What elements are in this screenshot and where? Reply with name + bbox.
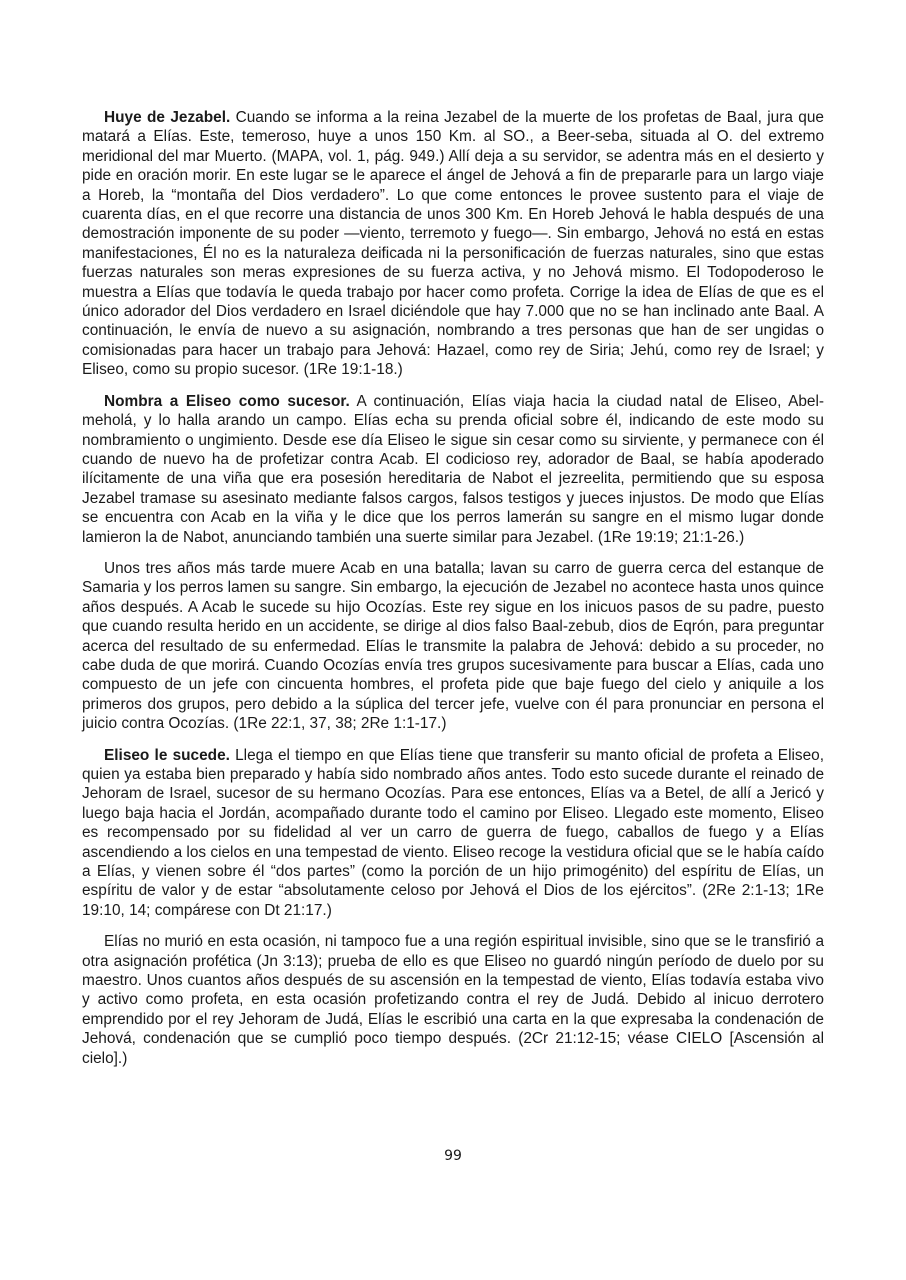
paragraph-text: Llega el tiempo en que Elías tiene que transferir su manto oficial de profeta a Eliseo, quien ya estaba bien preparado y había sido nombrado años antes. Todo esto sucede durante el reinado de Jehoram de Israel, sucesor de su hermano Ocozías. Para ese entonces, Elías va a Betel, de allí a Jericó y luego baja hacia el Jordán, acompañado durante todo el camino por Eliseo. Llegado este momento, Eliseo es recompensado por su fidelidad al ver un carro de guerra de fuego, caballos de fuego y a Elías ascendiendo a los cielos en una tempestad de viento. Eliseo recoge la vestidura oficial que se le había caído a Elías, y vienen sobre él “dos partes” (como la porción de un hijo primogénito) del espíritu de Elías, un espíritu de valor y de estar “absolutamente celoso por Jehová el Dios de los ejércitos”. (2Re 2:1-13; 1Re 19:10, 14; compárese con Dt 21:17.): [82, 746, 824, 919]
paragraph-elias-no-murio: [82, 932, 824, 1068]
paragraph-text: Unos tres años más tarde muere Acab en una batalla; lavan su carro de guerra cerca del estanque de Samaria y los perros lamen su sangre. Sin embargo, la ejecución de Jezabel no acontece hasta unos quince años después. A Acab le sucede su hijo Ocozías. Este rey sigue en los inicuos pasos de su padre, puesto que cuando resulta herido en un accidente, se dirige al dios falso Baal-zebub, dios de Eqrón, para preguntar acerca del resultado de su enfermedad. Elías le transmite la palabra de Jehová: debido a su proceder, no cabe duda de que morirá. Cuando Ocozías envía tres grupos sucesivamente para buscar a Elías, cada uno compuesto de un jefe con cincuenta hombres, el profeta pide que baje fuego del cielo y aniquile a los primeros dos grupos, pero debido a la súplica del tercer jefe, vuelve con él para pronunciar en persona el juicio contra Ocozías. (1Re 22:1, 37, 38; 2Re 1:1-17.): [82, 559, 824, 733]
page-body: [82, 108, 824, 1080]
paragraph-muerte-de-acab: [82, 559, 824, 734]
paragraph-nombra-a-eliseo: [82, 392, 824, 547]
paragraph-text: A continuación, Elías viaja hacia la ciudad natal de Eliseo, Abel-meholá, y lo halla arando un campo. Elías echa su prenda oficial sobre él, indicando de este modo su nombramiento o ungimiento. Desde ese día Eliseo le sigue sin cesar como su sirviente, y permanece con él cuando de nuevo ha de profetizar contra Acab. El codicioso rey, adorador de Baal, se había apoderado ilícitamente de una viña que era posesión hereditaria de Nabot el jezreelita, permitiendo que su esposa Jezabel tramase su asesinato mediante falsos cargos, falsos testigos y jueces injustos. De modo que Elías se encuentra con Acab en la viña y le dice que los perros lamerán su sangre en el mismo lugar donde lamieron la de Nabot, anunciando también una suerte similar para Jezabel. (1Re 19:19; 21:1-26.): [82, 392, 824, 546]
page-number: 99: [444, 1148, 462, 1164]
paragraph-eliseo-le-sucede: [82, 746, 824, 921]
paragraph-heading: Eliseo le sucede.: [104, 746, 230, 764]
paragraph-text: Elías no murió en esta ocasión, ni tampoco fue a una región espiritual invisible, sino que se le transfirió a otra asignación profética (Jn 3:13); prueba de ello es que Eliseo no guardó ningún período de duelo por su maestro. Unos cuantos años después de su ascensión en la tempestad de viento, Elías todavía estaba vivo y activo como profeta, en esta ocasión profetizando contra el rey de Judá. Debido al inicuo derrotero emprendido por el rey Jehoram de Judá, Elías le escribió una carta en la que expresaba la condenación de Jehová, condenación que se cumplió poco tiempo después. (2Cr 21:12-15; véase CIELO [Ascensión al cielo].): [82, 933, 824, 1067]
paragraph-heading: Huye de Jezabel.: [104, 109, 231, 126]
paragraph-text: Cuando se informa a la reina Jezabel de la muerte de los profetas de Baal, jura que matará a Elías. Este, temeroso, huye a unos 150 Km. al SO., a Beer-seba, situada al O. del extremo meridional del mar Muerto. (MAPA, vol. 1, pág. 949.) Allí deja a su servidor, se adentra más en el desierto y pide en oración morir. En este lugar se le aparece el ángel de Jehová a fin de prepararle para un largo viaje a Horeb, la “montaña del Dios verdadero”. Lo que come entonces le provee sustento para el viaje de cuarenta días, en el que recorre una distancia de unos 300 Km. En Horeb Jehová le habla después de una demostración imponente de su poder —viento, terremoto y fuego—. Sin embargo, Jehová no está en estas manifestaciones, Él no es la naturaleza deificada ni la personificación de fuerzas naturales, sino que estas fuerzas naturales son meras expresiones de su fuerza activa, y no Jehová mismo. El Todopoderoso le muestra a Elías que todavía le queda trabajo por hacer como profeta. Corrige la idea de Elías de que es el único adorador del Dios verdadero en Israel diciéndole que hay 7.000 que no se han inclinado ante Baal. A continuación, le envía de nuevo a su asignación, nombrando a tres personas que han de ser ungidas o comisionadas para hacer un trabajo para Jehová: Hazael, como rey de Siria; Jehú, como rey de Israel; y Eliseo, como su propio sucesor. (1Re 19:1-18.): [82, 109, 824, 379]
paragraph-huye-de-jezabel: [82, 108, 824, 380]
paragraph-heading: Nombra a Eliseo como sucesor.: [104, 392, 350, 410]
